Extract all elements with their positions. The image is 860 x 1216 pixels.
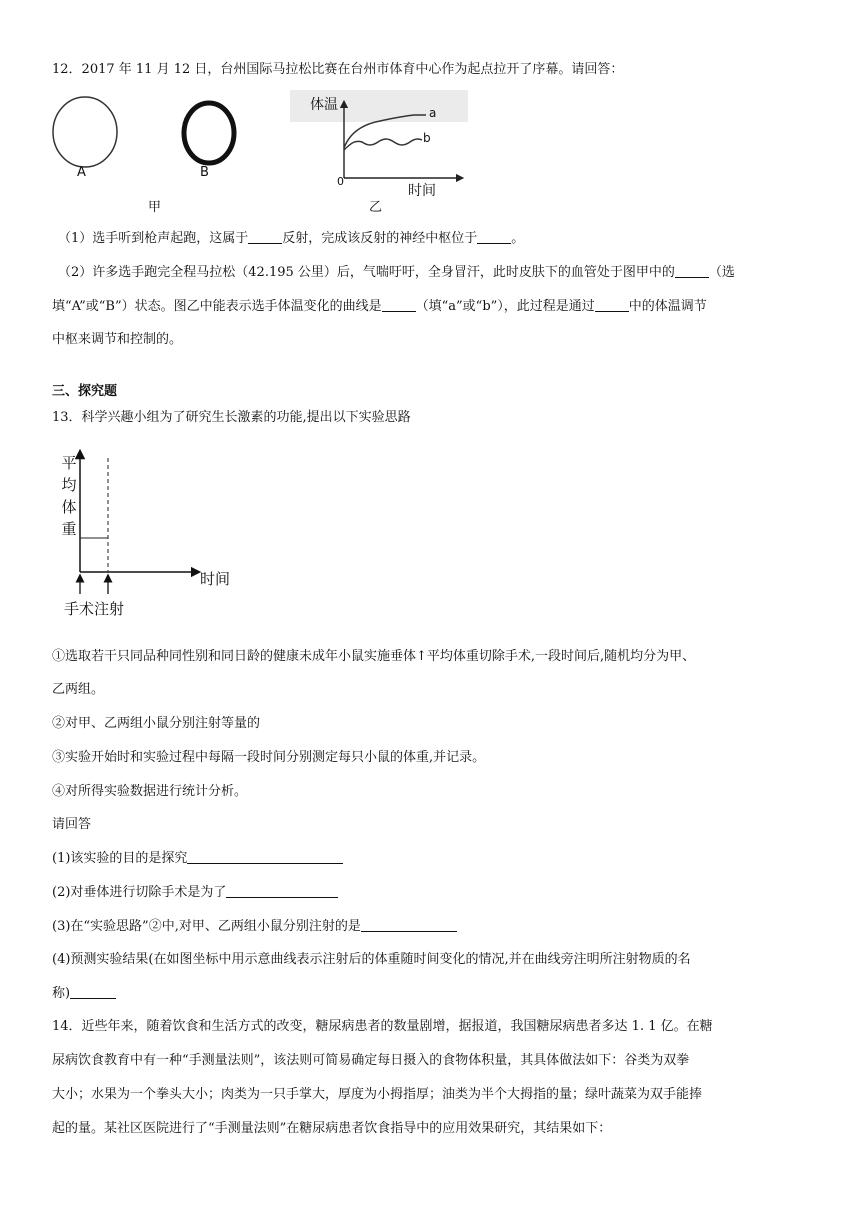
answer-blank[interactable] [382, 299, 416, 312]
q12-sub2-part5: 中的体温调节 [628, 299, 707, 314]
yi-ylabel: 体温 [310, 97, 338, 113]
q12-sub1-part1: （1）选手听到枪声起跑，这属于 [58, 231, 249, 246]
figure-jia-caption: 甲 [148, 200, 162, 215]
q13-a3-text: (3)在“实验思路”②中,对甲、乙两组小鼠分别注射的是 [52, 919, 361, 934]
vessel-a-label: A [77, 165, 86, 180]
q13-step3: ③实验开始时和实验过程中每隔一段时间分别测定每只小鼠的体重,并记录。 [52, 750, 486, 765]
q13-a2 [52, 884, 338, 902]
q13-ylabel [60, 452, 78, 540]
vessel-b-shape [184, 103, 234, 163]
answer-blank[interactable] [187, 851, 343, 864]
yi-xlabel: 时间 [408, 183, 436, 199]
q12-sub2-line1 [58, 264, 735, 282]
q13-step1-line2: 乙两组。 [52, 682, 105, 697]
yi-curve-a-label: a [429, 106, 437, 120]
vessel-a-shape [53, 97, 117, 167]
answer-blank[interactable] [248, 231, 282, 244]
answer-blank[interactable] [226, 885, 338, 898]
q13-a4-line1: (4)预测实验结果(在如图坐标中用示意曲线表示注射后的体重随时间变化的情况,并在曲线旁注明所注射物质的名 [52, 952, 691, 967]
q13-ylabel-char: 平 [61, 454, 77, 472]
q13-stem: 13．科学兴趣小组为了研究生长激素的功能,提出以下实验思路 [52, 410, 411, 425]
vessel-b-label: B [200, 165, 209, 180]
answer-blank[interactable] [675, 265, 709, 278]
q13-a1-text: (1)该实验的目的是探究 [52, 851, 188, 866]
yi-curve-b-label: b [423, 131, 431, 145]
q12-sub2-part2: （选 [708, 265, 735, 280]
q13-step4: ④对所得实验数据进行统计分析。 [52, 784, 248, 799]
q13-xlabel: 时间 [200, 570, 231, 588]
q12-sub2-part3: 填“A”或“B”）状态。图乙中能表示选手体温变化的曲线是 [52, 299, 382, 314]
q13-bottom-label: 手术注射 [64, 600, 125, 618]
q14-line3: 大小；水果为一个拳头大小；肉类为一只手掌大，厚度为小拇指厚；油类为半个大拇指的量；绿叶蔬菜为双手能捧 [52, 1087, 703, 1102]
q13-a4-line2 [52, 985, 116, 1003]
q12-sub2-part1: （2）许多选手跑完全程马拉松（42.195 公里）后，气喘吁吁，全身冒汗，此时皮肤下的血管处于图甲中的 [58, 265, 675, 280]
answer-blank[interactable] [477, 231, 511, 244]
answer-blank[interactable] [70, 986, 116, 999]
q13-step2: ②对甲、乙两组小鼠分别注射等量的 [52, 716, 261, 731]
q13-a4-text: 称) [52, 986, 71, 1001]
q12-sub1-part3: 。 [511, 231, 525, 246]
curve-a [344, 115, 426, 148]
q12-sub2-line3: 中枢来调节和控制的。 [52, 332, 183, 347]
q13-step1-line1: ①选取若干只同品种同性别和同日龄的健康未成年小鼠实施垂体↑平均体重切除手术,一段时间后,随机均分为甲、 [52, 649, 696, 664]
q14-line1: 14．近些年来，随着饮食和生活方式的改变，糖尿病患者的数量剧增，据报道，我国糖尿病患者多达 1. 1 亿。在糖 [52, 1019, 713, 1034]
figure-yi-caption: 乙 [369, 200, 383, 215]
q13-a1 [52, 850, 343, 868]
section-title: 三、探究题 [52, 384, 118, 399]
q13-ylabel-char: 均 [61, 476, 77, 494]
answer-blank[interactable] [361, 919, 457, 932]
q13-a3 [52, 918, 457, 936]
q13-ask: 请回答 [52, 817, 92, 832]
curve-b [344, 139, 422, 150]
q13-ylabel-char: 重 [61, 520, 77, 538]
q13-ylabel-char: 体 [61, 498, 77, 516]
q14-line4: 起的量。某社区医院进行了“手测量法则”在糖尿病患者饮食指导中的应用效果研究，其结果如下： [52, 1121, 612, 1136]
q12-sub1 [58, 230, 524, 248]
q12-sub1-part2: 反射，完成该反射的神经中枢位于 [282, 231, 478, 246]
figure-yi-temperature-graph [330, 96, 470, 196]
q13-a2-text: (2)对垂体进行切除手术是为了 [52, 885, 227, 900]
q12-stem: 12．2017 年 11 月 12 日，台州国际马拉松比赛在台州市体育中心作为起点拉开了序幕。请回答： [52, 62, 624, 77]
q12-sub2-line2 [52, 298, 707, 316]
q14-line2: 尿病饮食教育中有一种“手测量法则”，该法则可简易确定每日摄入的食物体积量，其具体做法如下：谷类为双拳 [52, 1053, 690, 1068]
q12-sub2-part4: （填“a”或“b”），此过程是通过 [415, 299, 595, 314]
yi-origin: 0 [337, 175, 344, 188]
answer-blank[interactable] [595, 299, 629, 312]
